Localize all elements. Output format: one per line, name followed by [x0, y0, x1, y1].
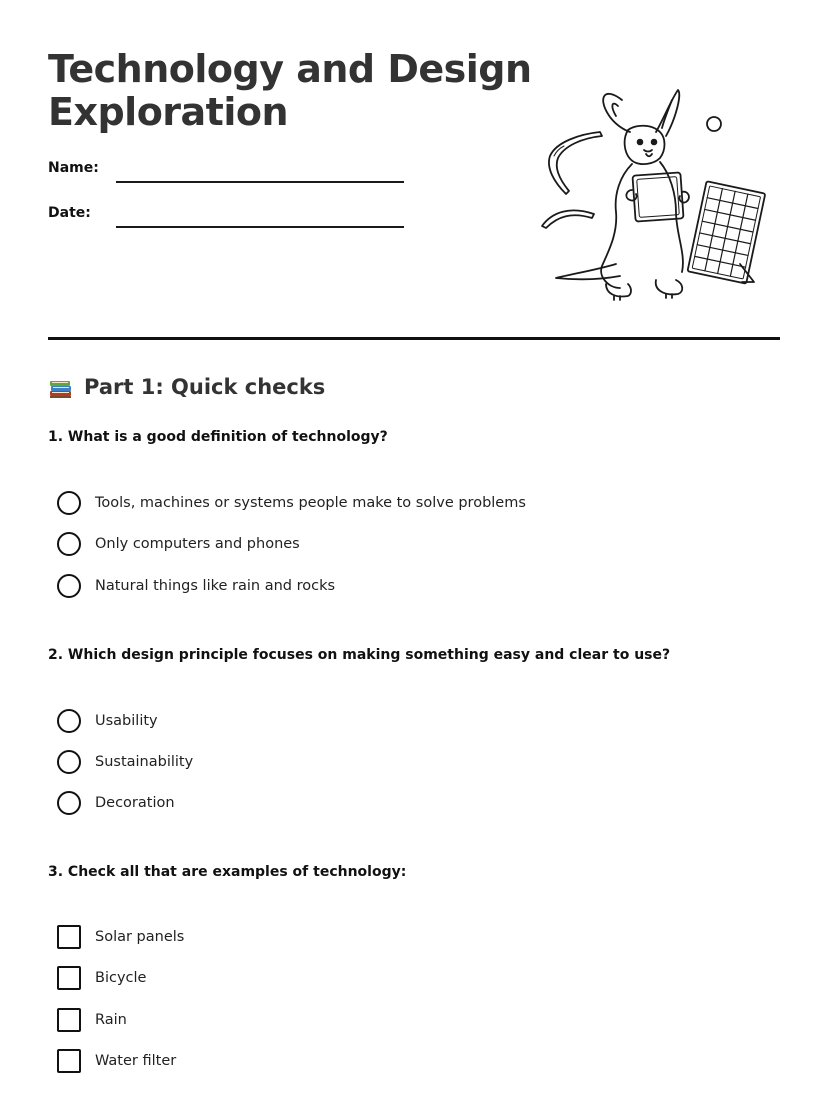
name-write-line[interactable] [116, 181, 404, 183]
q1-option-2[interactable] [57, 532, 300, 556]
worksheet-title [48, 48, 532, 134]
option-label: Sustainability [95, 754, 194, 770]
radio-button[interactable] [57, 491, 81, 515]
radio-button[interactable] [57, 791, 81, 815]
question-2: 2. Which design principle focuses on making something easy and clear to use? [48, 647, 671, 663]
kangaroo-illustration [536, 84, 772, 306]
q3-option-1[interactable] [57, 925, 184, 949]
question-3: 3. Check all that are examples of technology: [48, 864, 407, 880]
date-write-line[interactable] [116, 226, 404, 228]
checkbox[interactable] [57, 1008, 81, 1032]
q3-option-3[interactable] [57, 1008, 127, 1032]
q2-option-3[interactable] [57, 791, 175, 815]
q1-option-3[interactable] [57, 574, 335, 598]
name-label: Name: [48, 160, 99, 176]
title-line-2: Exploration [48, 90, 289, 134]
radio-button[interactable] [57, 532, 81, 556]
checkbox[interactable] [57, 1049, 81, 1073]
q3-option-2[interactable] [57, 966, 146, 990]
radio-button[interactable] [57, 574, 81, 598]
option-label: Rain [95, 1012, 127, 1028]
part1-heading [48, 374, 325, 400]
date-label: Date: [48, 205, 91, 221]
boomerang-top [549, 132, 602, 194]
q1-option-1[interactable] [57, 491, 526, 515]
option-label: Solar panels [95, 929, 185, 945]
books-icon [48, 374, 74, 400]
option-label: Tools, machines or systems people make to solve problems [95, 495, 526, 511]
small-circle [707, 117, 721, 131]
option-label: Usability [95, 713, 158, 729]
solar-panel [687, 181, 765, 283]
checkbox[interactable] [57, 966, 81, 990]
option-label: Natural things like rain and rocks [95, 578, 336, 594]
title-line-1: Technology and Design [48, 47, 532, 91]
header-divider [48, 337, 780, 340]
question-1: 1. What is a good definition of technology? [48, 429, 388, 445]
q3-option-4[interactable] [57, 1049, 176, 1073]
option-label: Water filter [95, 1053, 177, 1069]
q2-option-2[interactable] [57, 750, 193, 774]
boomerang-bottom [542, 210, 594, 228]
option-label: Only computers and phones [95, 536, 300, 552]
q2-option-1[interactable] [57, 709, 158, 733]
checkbox[interactable] [57, 925, 81, 949]
radio-button[interactable] [57, 709, 81, 733]
radio-button[interactable] [57, 750, 81, 774]
option-label: Bicycle [95, 970, 147, 986]
option-label: Decoration [95, 795, 175, 811]
part1-heading-text: Part 1: Quick checks [84, 375, 326, 399]
